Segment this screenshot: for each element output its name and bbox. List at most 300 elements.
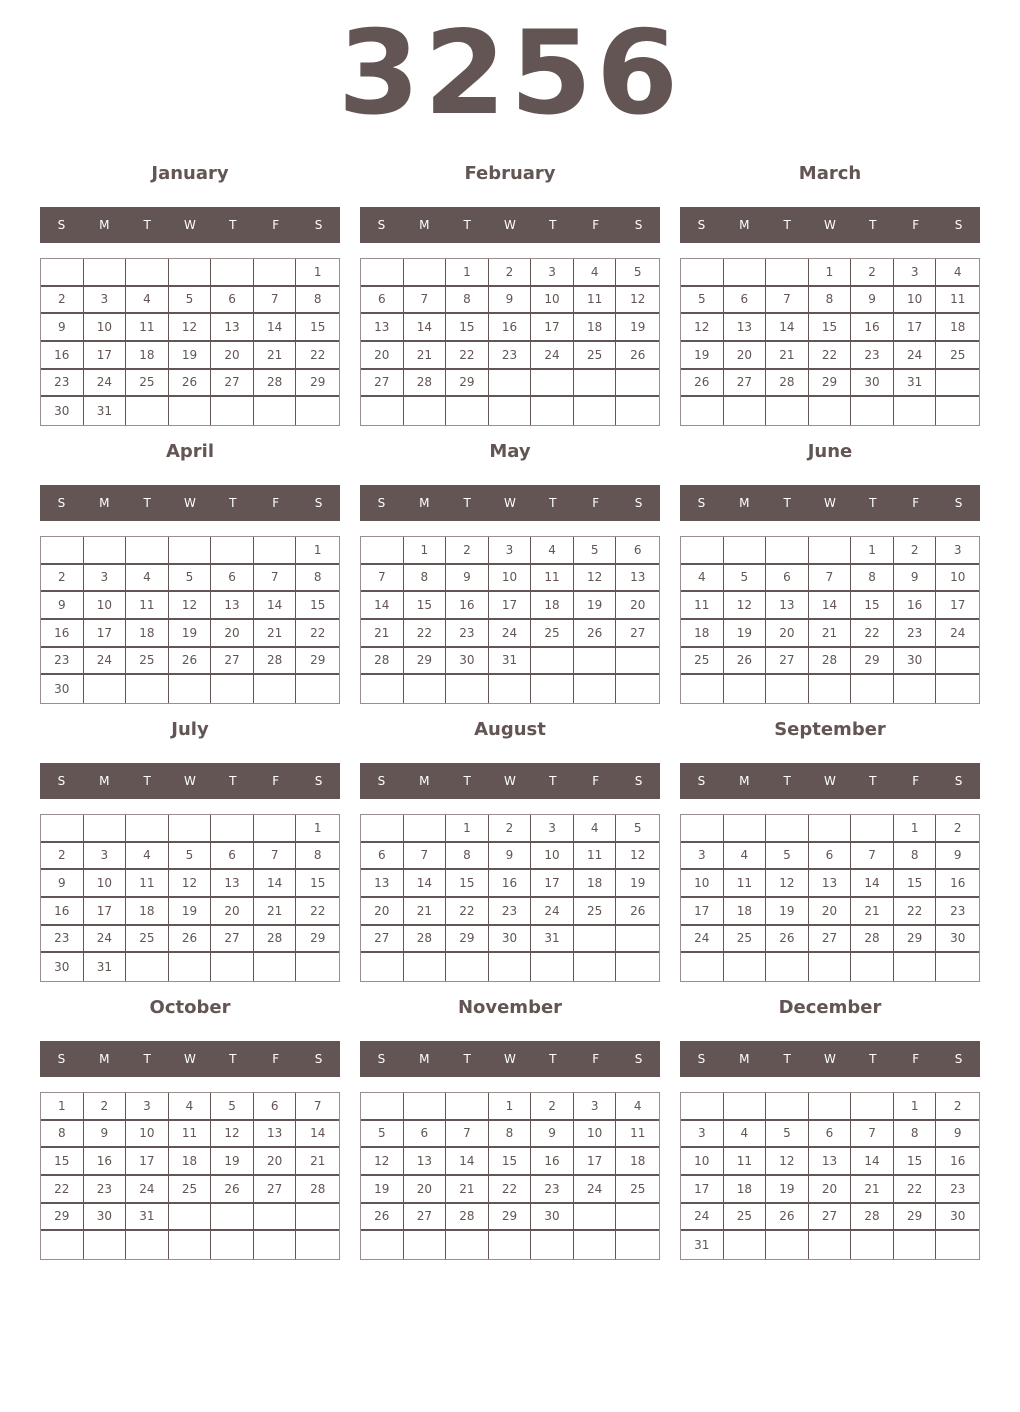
day-cell[interactable]: 22 (41, 1176, 84, 1204)
day-cell[interactable]: 30 (446, 648, 489, 676)
day-cell[interactable]: 10 (681, 870, 724, 898)
day-cell[interactable]: 6 (254, 1093, 297, 1121)
day-cell[interactable]: 20 (766, 620, 809, 648)
day-cell[interactable]: 22 (446, 898, 489, 926)
day-cell[interactable]: 2 (531, 1093, 574, 1121)
day-cell[interactable]: 14 (254, 592, 297, 620)
day-cell[interactable]: 1 (894, 1093, 937, 1121)
day-cell[interactable]: 2 (446, 537, 489, 565)
day-cell[interactable]: 7 (766, 287, 809, 315)
day-cell[interactable]: 7 (446, 1121, 489, 1149)
day-cell[interactable]: 28 (254, 648, 297, 676)
day-cell[interactable]: 14 (809, 592, 852, 620)
day-cell[interactable]: 12 (616, 287, 659, 315)
day-cell[interactable]: 24 (936, 620, 979, 648)
day-cell[interactable]: 3 (531, 259, 574, 287)
day-cell[interactable]: 24 (84, 648, 127, 676)
day-cell[interactable]: 21 (404, 342, 447, 370)
day-cell[interactable]: 18 (574, 870, 617, 898)
day-cell[interactable]: 16 (851, 314, 894, 342)
day-cell[interactable]: 23 (894, 620, 937, 648)
day-cell[interactable]: 4 (616, 1093, 659, 1121)
day-cell[interactable]: 20 (809, 1176, 852, 1204)
day-cell[interactable]: 7 (809, 565, 852, 593)
day-cell[interactable]: 4 (126, 565, 169, 593)
day-cell[interactable]: 4 (126, 287, 169, 315)
day-cell[interactable]: 30 (531, 1204, 574, 1232)
day-cell[interactable]: 19 (574, 592, 617, 620)
day-cell[interactable]: 20 (211, 342, 254, 370)
day-cell[interactable]: 16 (936, 870, 979, 898)
day-cell[interactable]: 15 (446, 870, 489, 898)
day-cell[interactable]: 15 (851, 592, 894, 620)
day-cell[interactable]: 26 (574, 620, 617, 648)
day-cell[interactable]: 1 (41, 1093, 84, 1121)
day-cell[interactable]: 16 (41, 620, 84, 648)
day-cell[interactable]: 5 (361, 1121, 404, 1149)
day-cell[interactable]: 13 (766, 592, 809, 620)
day-cell[interactable]: 17 (84, 898, 127, 926)
day-cell[interactable]: 31 (84, 953, 127, 981)
day-cell[interactable]: 11 (531, 565, 574, 593)
day-cell[interactable]: 8 (296, 565, 339, 593)
day-cell[interactable]: 1 (296, 259, 339, 287)
day-cell[interactable]: 27 (404, 1204, 447, 1232)
day-cell[interactable]: 11 (724, 870, 767, 898)
day-cell[interactable]: 15 (404, 592, 447, 620)
day-cell[interactable]: 5 (169, 565, 212, 593)
day-cell[interactable]: 22 (446, 342, 489, 370)
day-cell[interactable]: 26 (724, 648, 767, 676)
day-cell[interactable]: 22 (296, 898, 339, 926)
day-cell[interactable]: 6 (211, 287, 254, 315)
day-cell[interactable]: 28 (361, 648, 404, 676)
day-cell[interactable]: 26 (766, 1204, 809, 1232)
day-cell[interactable]: 22 (851, 620, 894, 648)
day-cell[interactable]: 5 (169, 287, 212, 315)
day-cell[interactable]: 12 (169, 592, 212, 620)
day-cell[interactable]: 25 (126, 370, 169, 398)
day-cell[interactable]: 24 (574, 1176, 617, 1204)
day-cell[interactable]: 23 (41, 648, 84, 676)
day-cell[interactable]: 29 (296, 926, 339, 954)
day-cell[interactable]: 20 (361, 898, 404, 926)
day-cell[interactable]: 26 (616, 898, 659, 926)
day-cell[interactable]: 16 (41, 898, 84, 926)
day-cell[interactable]: 4 (531, 537, 574, 565)
day-cell[interactable]: 9 (489, 287, 532, 315)
day-cell[interactable]: 11 (681, 592, 724, 620)
day-cell[interactable]: 1 (809, 259, 852, 287)
day-cell[interactable]: 22 (404, 620, 447, 648)
day-cell[interactable]: 13 (809, 1148, 852, 1176)
day-cell[interactable]: 12 (724, 592, 767, 620)
day-cell[interactable]: 17 (84, 342, 127, 370)
day-cell[interactable]: 23 (489, 898, 532, 926)
day-cell[interactable]: 1 (404, 537, 447, 565)
day-cell[interactable]: 24 (531, 898, 574, 926)
day-cell[interactable]: 26 (616, 342, 659, 370)
day-cell[interactable]: 25 (574, 342, 617, 370)
day-cell[interactable]: 22 (296, 342, 339, 370)
day-cell[interactable]: 3 (936, 537, 979, 565)
day-cell[interactable]: 7 (851, 1121, 894, 1149)
day-cell[interactable]: 3 (126, 1093, 169, 1121)
day-cell[interactable]: 9 (936, 843, 979, 871)
day-cell[interactable]: 26 (766, 926, 809, 954)
day-cell[interactable]: 20 (211, 620, 254, 648)
day-cell[interactable]: 5 (169, 843, 212, 871)
day-cell[interactable]: 12 (766, 870, 809, 898)
day-cell[interactable]: 14 (404, 870, 447, 898)
day-cell[interactable]: 21 (404, 898, 447, 926)
day-cell[interactable]: 17 (531, 870, 574, 898)
day-cell[interactable]: 20 (254, 1148, 297, 1176)
day-cell[interactable]: 31 (894, 370, 937, 398)
day-cell[interactable]: 19 (766, 898, 809, 926)
day-cell[interactable]: 5 (574, 537, 617, 565)
day-cell[interactable]: 14 (404, 314, 447, 342)
day-cell[interactable]: 7 (296, 1093, 339, 1121)
day-cell[interactable]: 18 (724, 898, 767, 926)
day-cell[interactable]: 9 (41, 870, 84, 898)
day-cell[interactable]: 31 (489, 648, 532, 676)
day-cell[interactable]: 10 (489, 565, 532, 593)
day-cell[interactable]: 14 (254, 314, 297, 342)
day-cell[interactable]: 27 (616, 620, 659, 648)
day-cell[interactable]: 27 (809, 926, 852, 954)
day-cell[interactable]: 10 (894, 287, 937, 315)
day-cell[interactable]: 16 (531, 1148, 574, 1176)
day-cell[interactable]: 31 (681, 1231, 724, 1259)
day-cell[interactable]: 23 (84, 1176, 127, 1204)
day-cell[interactable]: 3 (681, 843, 724, 871)
day-cell[interactable]: 9 (84, 1121, 127, 1149)
day-cell[interactable]: 6 (211, 565, 254, 593)
day-cell[interactable]: 31 (126, 1204, 169, 1232)
day-cell[interactable]: 28 (404, 926, 447, 954)
day-cell[interactable]: 7 (254, 565, 297, 593)
day-cell[interactable]: 18 (531, 592, 574, 620)
day-cell[interactable]: 19 (616, 314, 659, 342)
day-cell[interactable]: 10 (531, 287, 574, 315)
day-cell[interactable]: 20 (211, 898, 254, 926)
day-cell[interactable]: 5 (616, 259, 659, 287)
day-cell[interactable]: 18 (126, 898, 169, 926)
day-cell[interactable]: 12 (766, 1148, 809, 1176)
day-cell[interactable]: 13 (211, 314, 254, 342)
day-cell[interactable]: 30 (851, 370, 894, 398)
day-cell[interactable]: 1 (489, 1093, 532, 1121)
day-cell[interactable]: 30 (84, 1204, 127, 1232)
day-cell[interactable]: 3 (84, 287, 127, 315)
day-cell[interactable]: 27 (211, 926, 254, 954)
day-cell[interactable]: 29 (296, 648, 339, 676)
day-cell[interactable]: 7 (361, 565, 404, 593)
day-cell[interactable]: 16 (894, 592, 937, 620)
day-cell[interactable]: 20 (809, 898, 852, 926)
day-cell[interactable]: 27 (361, 926, 404, 954)
day-cell[interactable]: 16 (936, 1148, 979, 1176)
day-cell[interactable]: 28 (851, 1204, 894, 1232)
day-cell[interactable]: 13 (361, 870, 404, 898)
day-cell[interactable]: 13 (404, 1148, 447, 1176)
day-cell[interactable]: 24 (489, 620, 532, 648)
day-cell[interactable]: 10 (574, 1121, 617, 1149)
day-cell[interactable]: 4 (724, 843, 767, 871)
day-cell[interactable]: 20 (404, 1176, 447, 1204)
day-cell[interactable]: 18 (126, 620, 169, 648)
day-cell[interactable]: 8 (446, 287, 489, 315)
day-cell[interactable]: 30 (894, 648, 937, 676)
day-cell[interactable]: 12 (211, 1121, 254, 1149)
day-cell[interactable]: 6 (404, 1121, 447, 1149)
day-cell[interactable]: 17 (681, 898, 724, 926)
day-cell[interactable]: 4 (724, 1121, 767, 1149)
day-cell[interactable]: 17 (894, 314, 937, 342)
day-cell[interactable]: 10 (126, 1121, 169, 1149)
day-cell[interactable]: 1 (296, 815, 339, 843)
day-cell[interactable]: 27 (766, 648, 809, 676)
day-cell[interactable]: 2 (851, 259, 894, 287)
day-cell[interactable]: 27 (361, 370, 404, 398)
day-cell[interactable]: 24 (531, 342, 574, 370)
day-cell[interactable]: 15 (296, 870, 339, 898)
day-cell[interactable]: 21 (851, 898, 894, 926)
day-cell[interactable]: 6 (766, 565, 809, 593)
day-cell[interactable]: 19 (361, 1176, 404, 1204)
day-cell[interactable]: 22 (894, 898, 937, 926)
day-cell[interactable]: 11 (169, 1121, 212, 1149)
day-cell[interactable]: 13 (616, 565, 659, 593)
day-cell[interactable]: 30 (41, 675, 84, 703)
day-cell[interactable]: 24 (894, 342, 937, 370)
day-cell[interactable]: 14 (851, 1148, 894, 1176)
day-cell[interactable]: 7 (254, 287, 297, 315)
day-cell[interactable]: 12 (361, 1148, 404, 1176)
day-cell[interactable]: 23 (531, 1176, 574, 1204)
day-cell[interactable]: 13 (254, 1121, 297, 1149)
day-cell[interactable]: 24 (681, 1204, 724, 1232)
day-cell[interactable]: 18 (724, 1176, 767, 1204)
day-cell[interactable]: 16 (489, 314, 532, 342)
day-cell[interactable]: 5 (766, 1121, 809, 1149)
day-cell[interactable]: 1 (296, 537, 339, 565)
day-cell[interactable]: 5 (724, 565, 767, 593)
day-cell[interactable]: 9 (531, 1121, 574, 1149)
day-cell[interactable]: 11 (724, 1148, 767, 1176)
day-cell[interactable]: 4 (126, 843, 169, 871)
day-cell[interactable]: 19 (211, 1148, 254, 1176)
day-cell[interactable]: 15 (489, 1148, 532, 1176)
day-cell[interactable]: 24 (681, 926, 724, 954)
day-cell[interactable]: 17 (936, 592, 979, 620)
day-cell[interactable]: 26 (361, 1204, 404, 1232)
day-cell[interactable]: 25 (531, 620, 574, 648)
day-cell[interactable]: 2 (936, 815, 979, 843)
day-cell[interactable]: 3 (574, 1093, 617, 1121)
day-cell[interactable]: 13 (724, 314, 767, 342)
day-cell[interactable]: 29 (41, 1204, 84, 1232)
day-cell[interactable]: 23 (41, 370, 84, 398)
day-cell[interactable]: 19 (169, 620, 212, 648)
day-cell[interactable]: 24 (126, 1176, 169, 1204)
day-cell[interactable]: 13 (211, 870, 254, 898)
day-cell[interactable]: 8 (851, 565, 894, 593)
day-cell[interactable]: 21 (254, 342, 297, 370)
day-cell[interactable]: 9 (489, 843, 532, 871)
day-cell[interactable]: 25 (616, 1176, 659, 1204)
day-cell[interactable]: 1 (894, 815, 937, 843)
day-cell[interactable]: 2 (489, 259, 532, 287)
day-cell[interactable]: 25 (169, 1176, 212, 1204)
day-cell[interactable]: 21 (809, 620, 852, 648)
day-cell[interactable]: 18 (936, 314, 979, 342)
day-cell[interactable]: 8 (296, 843, 339, 871)
day-cell[interactable]: 4 (936, 259, 979, 287)
day-cell[interactable]: 4 (574, 259, 617, 287)
day-cell[interactable]: 17 (126, 1148, 169, 1176)
day-cell[interactable]: 16 (489, 870, 532, 898)
day-cell[interactable]: 2 (489, 815, 532, 843)
day-cell[interactable]: 22 (809, 342, 852, 370)
day-cell[interactable]: 6 (361, 843, 404, 871)
day-cell[interactable]: 6 (616, 537, 659, 565)
day-cell[interactable]: 21 (254, 898, 297, 926)
day-cell[interactable]: 29 (894, 1204, 937, 1232)
day-cell[interactable]: 20 (361, 342, 404, 370)
day-cell[interactable]: 7 (404, 843, 447, 871)
day-cell[interactable]: 30 (936, 926, 979, 954)
day-cell[interactable]: 26 (211, 1176, 254, 1204)
day-cell[interactable]: 21 (766, 342, 809, 370)
day-cell[interactable]: 17 (681, 1176, 724, 1204)
day-cell[interactable]: 1 (851, 537, 894, 565)
day-cell[interactable]: 24 (84, 370, 127, 398)
day-cell[interactable]: 19 (169, 898, 212, 926)
day-cell[interactable]: 11 (126, 314, 169, 342)
day-cell[interactable]: 2 (936, 1093, 979, 1121)
day-cell[interactable]: 2 (894, 537, 937, 565)
day-cell[interactable]: 3 (489, 537, 532, 565)
day-cell[interactable]: 5 (211, 1093, 254, 1121)
day-cell[interactable]: 23 (851, 342, 894, 370)
day-cell[interactable]: 17 (489, 592, 532, 620)
day-cell[interactable]: 8 (41, 1121, 84, 1149)
day-cell[interactable]: 12 (616, 843, 659, 871)
day-cell[interactable]: 21 (851, 1176, 894, 1204)
day-cell[interactable]: 28 (809, 648, 852, 676)
day-cell[interactable]: 5 (681, 287, 724, 315)
day-cell[interactable]: 14 (851, 870, 894, 898)
day-cell[interactable]: 9 (851, 287, 894, 315)
day-cell[interactable]: 3 (84, 843, 127, 871)
day-cell[interactable]: 15 (446, 314, 489, 342)
day-cell[interactable]: 19 (169, 342, 212, 370)
day-cell[interactable]: 31 (531, 926, 574, 954)
day-cell[interactable]: 12 (169, 314, 212, 342)
day-cell[interactable]: 25 (724, 926, 767, 954)
day-cell[interactable]: 10 (84, 592, 127, 620)
day-cell[interactable]: 9 (446, 565, 489, 593)
day-cell[interactable]: 18 (574, 314, 617, 342)
day-cell[interactable]: 4 (574, 815, 617, 843)
day-cell[interactable]: 27 (809, 1204, 852, 1232)
day-cell[interactable]: 11 (574, 843, 617, 871)
day-cell[interactable]: 25 (681, 648, 724, 676)
day-cell[interactable]: 19 (724, 620, 767, 648)
day-cell[interactable]: 9 (41, 314, 84, 342)
day-cell[interactable]: 23 (41, 926, 84, 954)
day-cell[interactable]: 23 (936, 898, 979, 926)
day-cell[interactable]: 22 (894, 1176, 937, 1204)
day-cell[interactable]: 30 (41, 397, 84, 425)
day-cell[interactable]: 8 (894, 1121, 937, 1149)
day-cell[interactable]: 28 (296, 1176, 339, 1204)
day-cell[interactable]: 5 (766, 843, 809, 871)
day-cell[interactable]: 9 (41, 592, 84, 620)
day-cell[interactable]: 7 (851, 843, 894, 871)
day-cell[interactable]: 10 (681, 1148, 724, 1176)
day-cell[interactable]: 29 (404, 648, 447, 676)
day-cell[interactable]: 25 (936, 342, 979, 370)
day-cell[interactable]: 11 (126, 870, 169, 898)
day-cell[interactable]: 30 (936, 1204, 979, 1232)
day-cell[interactable]: 25 (574, 898, 617, 926)
day-cell[interactable]: 27 (724, 370, 767, 398)
day-cell[interactable]: 30 (41, 953, 84, 981)
day-cell[interactable]: 14 (296, 1121, 339, 1149)
day-cell[interactable]: 3 (531, 815, 574, 843)
day-cell[interactable]: 28 (254, 370, 297, 398)
day-cell[interactable]: 31 (84, 397, 127, 425)
day-cell[interactable]: 29 (446, 926, 489, 954)
day-cell[interactable]: 4 (681, 565, 724, 593)
day-cell[interactable]: 3 (681, 1121, 724, 1149)
day-cell[interactable]: 2 (41, 843, 84, 871)
day-cell[interactable]: 11 (616, 1121, 659, 1149)
day-cell[interactable]: 26 (169, 648, 212, 676)
day-cell[interactable]: 19 (766, 1176, 809, 1204)
day-cell[interactable]: 21 (296, 1148, 339, 1176)
day-cell[interactable]: 23 (489, 342, 532, 370)
day-cell[interactable]: 18 (681, 620, 724, 648)
day-cell[interactable]: 11 (936, 287, 979, 315)
day-cell[interactable]: 8 (446, 843, 489, 871)
day-cell[interactable]: 7 (404, 287, 447, 315)
day-cell[interactable]: 16 (84, 1148, 127, 1176)
day-cell[interactable]: 8 (489, 1121, 532, 1149)
day-cell[interactable]: 28 (446, 1204, 489, 1232)
day-cell[interactable]: 25 (126, 648, 169, 676)
day-cell[interactable]: 1 (446, 259, 489, 287)
day-cell[interactable]: 15 (894, 870, 937, 898)
day-cell[interactable]: 5 (616, 815, 659, 843)
day-cell[interactable]: 17 (84, 620, 127, 648)
day-cell[interactable]: 21 (254, 620, 297, 648)
day-cell[interactable]: 8 (809, 287, 852, 315)
day-cell[interactable]: 20 (616, 592, 659, 620)
day-cell[interactable]: 30 (489, 926, 532, 954)
day-cell[interactable]: 10 (84, 870, 127, 898)
day-cell[interactable]: 18 (169, 1148, 212, 1176)
day-cell[interactable]: 13 (809, 870, 852, 898)
day-cell[interactable]: 29 (296, 370, 339, 398)
day-cell[interactable]: 26 (169, 926, 212, 954)
day-cell[interactable]: 27 (211, 370, 254, 398)
day-cell[interactable]: 28 (254, 926, 297, 954)
day-cell[interactable]: 13 (361, 314, 404, 342)
